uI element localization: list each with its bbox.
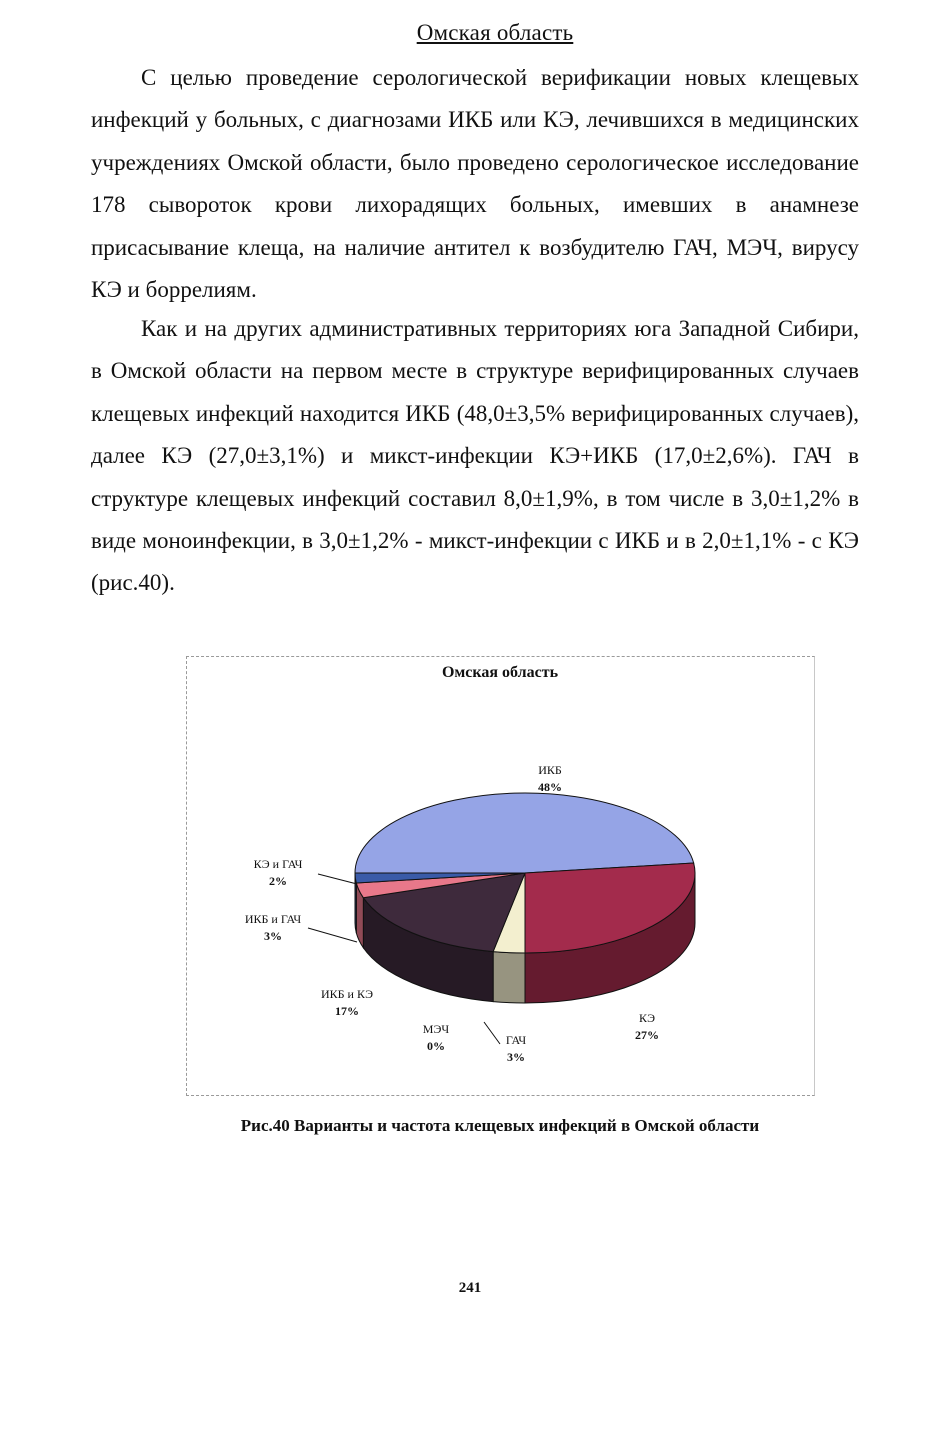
pie-side-gach bbox=[493, 952, 525, 1003]
label-ke: КЭ bbox=[638, 1011, 656, 1025]
value-label-mech: 0% bbox=[427, 1039, 445, 1053]
value-label-ikb: 48% bbox=[538, 780, 562, 794]
leader-line-ke-and-gach bbox=[318, 874, 357, 884]
leader-line-gach bbox=[484, 1022, 500, 1044]
label-ikb-and-gach: ИКБ и ГАЧ bbox=[244, 912, 302, 926]
label-ke-and-gach: КЭ и ГАЧ bbox=[253, 857, 303, 871]
chart-title: Омская область bbox=[441, 664, 559, 681]
value-label-ikb-and-gach: 3% bbox=[264, 929, 282, 943]
label-ikb-and-ke: ИКБ и КЭ bbox=[320, 987, 374, 1001]
value-label-ke-and-gach: 2% bbox=[269, 874, 287, 888]
figure-caption: Рис.40 Варианты и частота клещевых инфекций в Омской области bbox=[240, 1116, 760, 1135]
label-ikb: ИКБ bbox=[538, 763, 562, 777]
leader-line-ikb-and-gach bbox=[308, 928, 357, 942]
label-mech: МЭЧ bbox=[422, 1022, 450, 1036]
paragraph-2-text: Как и на других административных территориях юга Западной Сибири, в Омской области на первом месте в структуре верифицированных случаев клещевых инфекций находится ИКБ (48,0±3,5% верифицированных случаев), далее КЭ (27,0±3,1%) и микст-инфекции КЭ+ИКБ (17,0±2,6%). ГАЧ в структуре клещевых инфекций составил 8,0±1,9%, в том числе в 3,0±1,2% в виде моноинфекции, в 3,0±1,2% - микст-инфекции с ИКБ и в 2,0±1,1% - с КЭ (рис.40). bbox=[91, 316, 859, 596]
label-gach: ГАЧ bbox=[505, 1033, 527, 1047]
value-label-gach: 3% bbox=[507, 1050, 525, 1064]
value-label-ikb-and-ke: 17% bbox=[335, 1004, 359, 1018]
value-label-ke: 27% bbox=[635, 1028, 659, 1042]
page-number: 241 bbox=[458, 1280, 482, 1296]
section-heading: Омская область bbox=[416, 20, 574, 45]
pie-slice-ikb bbox=[355, 793, 694, 873]
paragraph-1-text: С целью проведение серологической верификации новых клещевых инфекций у больных, с диагнозами ИКБ или КЭ, лечившихся в медицинских учреждениях Омской области, было проведено серологическое исследование 178 сывороток крови лихорадящих больных, имевших в анамнезе присасывание клеща, на наличие антител к возбудителю ГАЧ, МЭЧ, вирусу КЭ и боррелиям. bbox=[91, 65, 859, 303]
